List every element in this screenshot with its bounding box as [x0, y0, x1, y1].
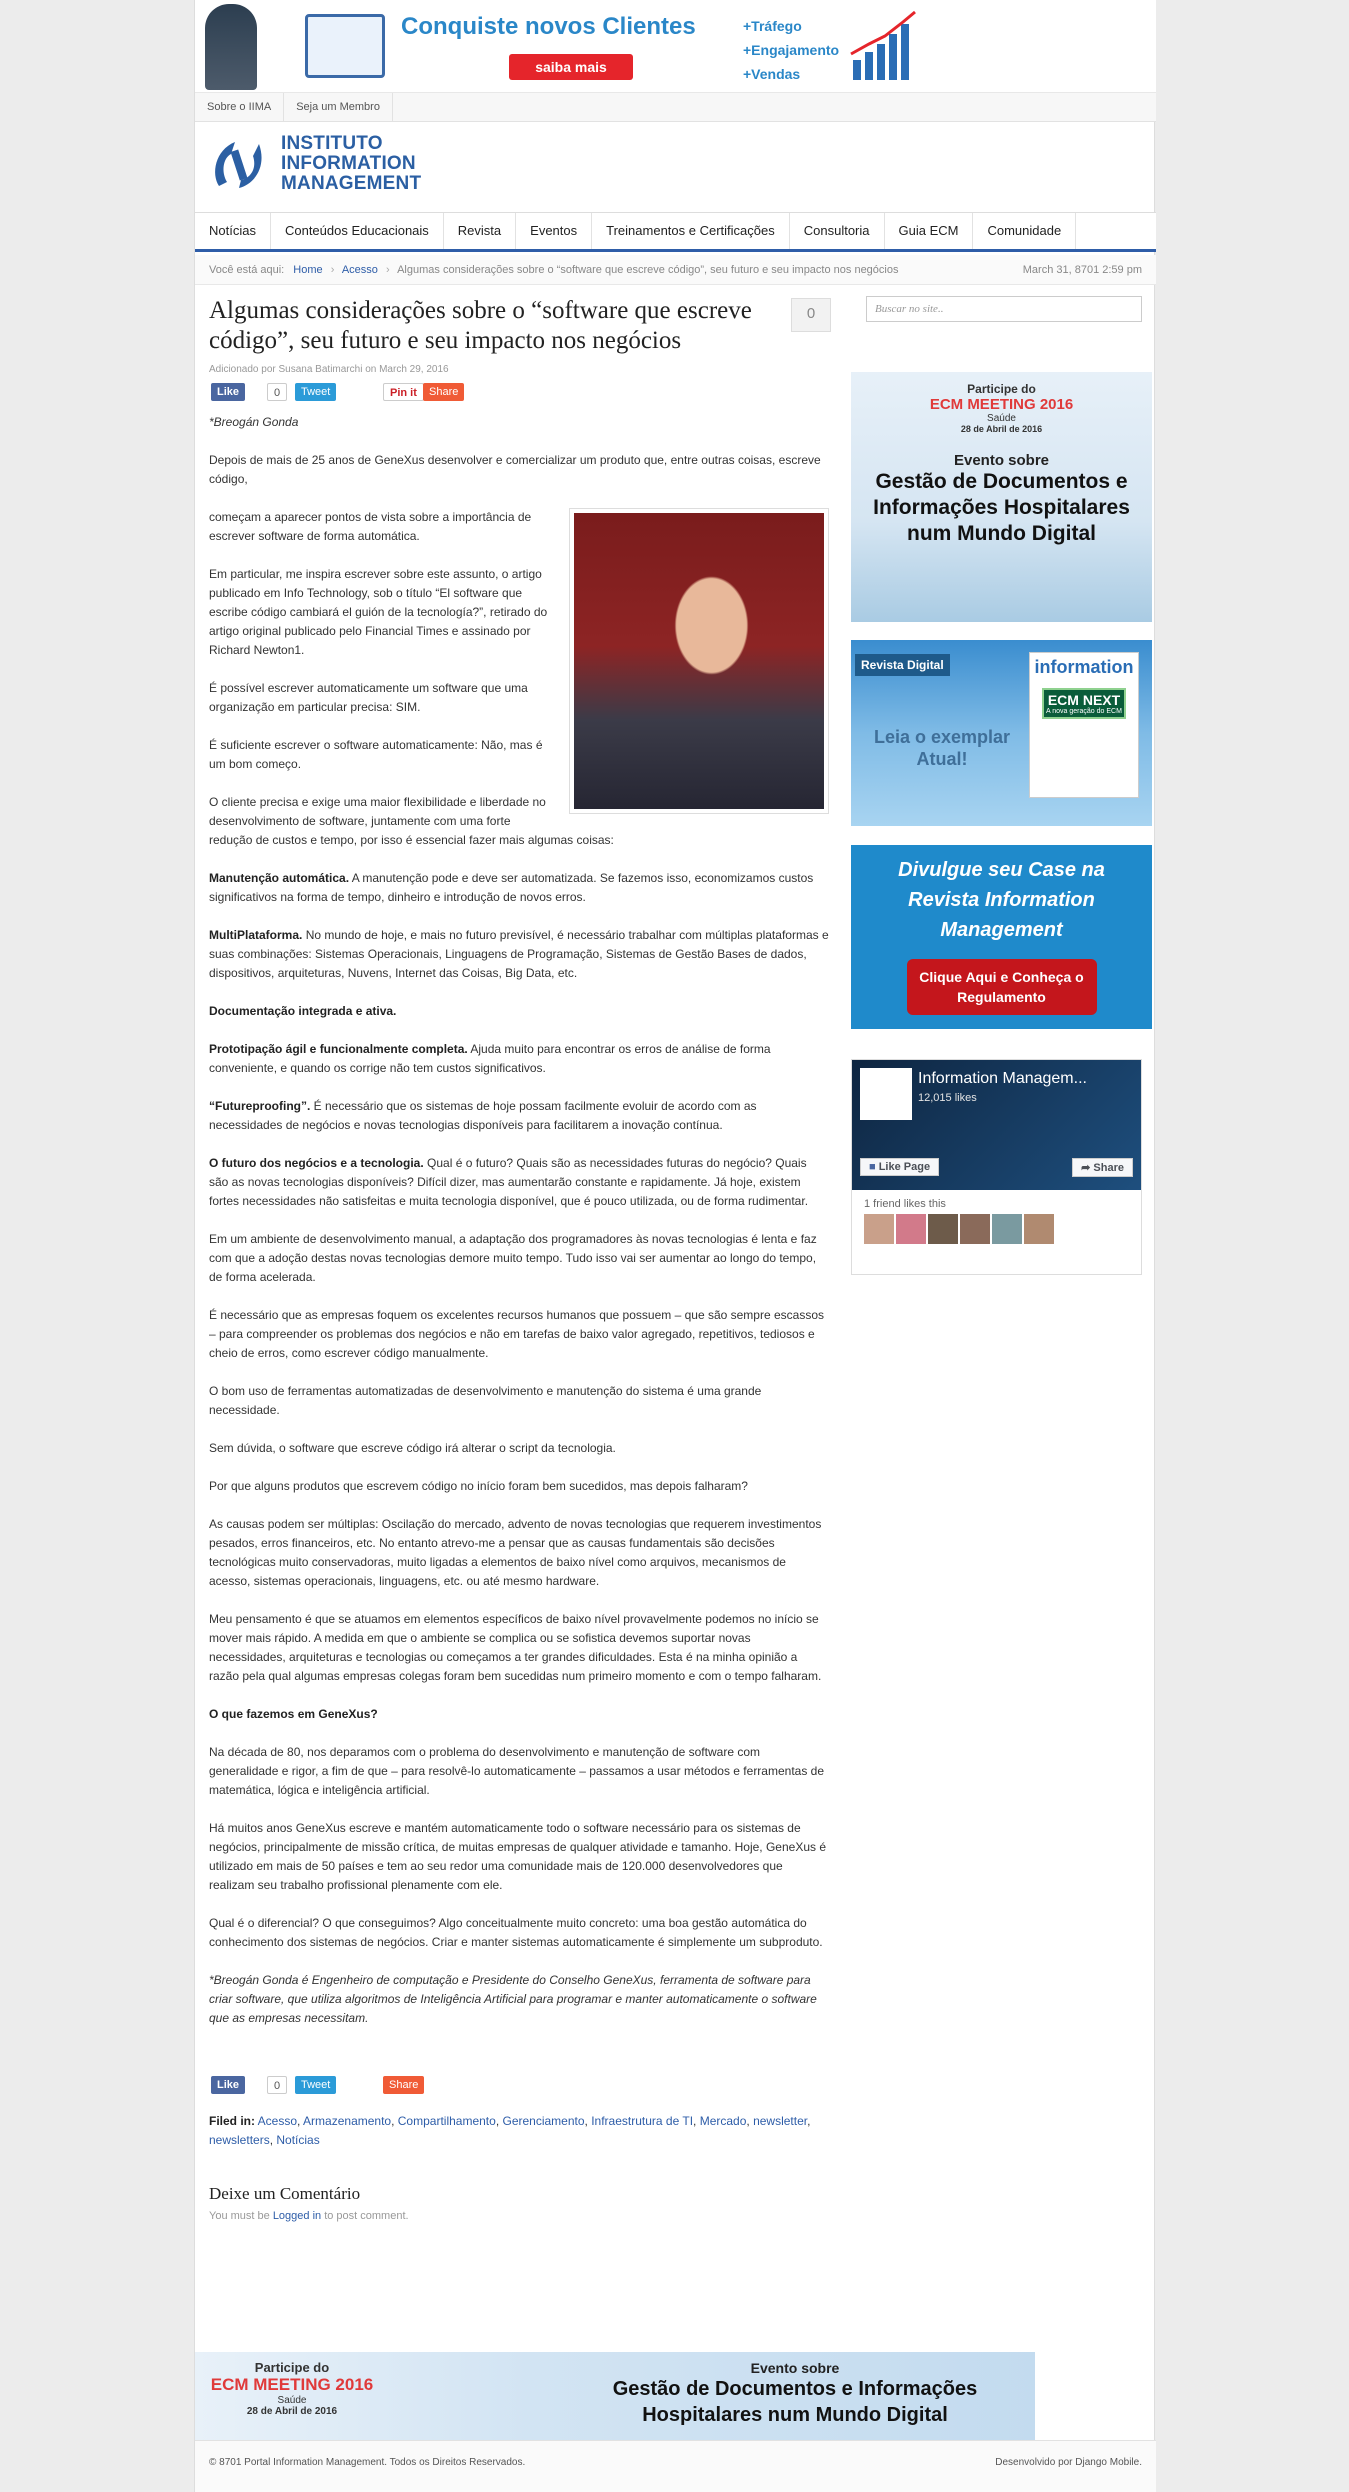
footer — [195, 2440, 1156, 2492]
footer-ad-right — [585, 2360, 1005, 2428]
paragraph-text: É necessário que os sistemas de hoje possam facilmente evoluir de acordo com as necessidades de negócios e novas tecnologias disponíveis para facilitarem a inovação contínua. — [209, 1099, 757, 1132]
breadcrumb-section[interactable]: Acesso — [341, 264, 378, 276]
ad-text: Evento sobre — [750, 2360, 840, 2376]
author-bio: *Breogán Gonda é Engenheiro de computação e Presidente do Conselho GeneXus, ferramenta de software para criar software, que utiliza algoritmos de Inteligência Artificial para programar e manter automaticamente o software que as empresas necessitam. — [209, 1973, 817, 2025]
businessman-image — [205, 4, 257, 90]
tag-link[interactable]: Acesso — [257, 2114, 298, 2128]
facebook-like-page-button[interactable] — [860, 1158, 939, 1176]
tag-link[interactable]: newsletters — [209, 2133, 270, 2147]
like-count: 0 — [267, 383, 287, 401]
search-input[interactable]: Buscar no site.. — [866, 296, 1142, 322]
paragraph: O bom uso de ferramentas automatizadas de desenvolvimento e manutenção do sistema é uma grande necessidade. — [209, 1384, 762, 1417]
facebook-like-page-label: Like Page — [878, 1161, 931, 1173]
divulgue-case-ad[interactable] — [851, 845, 1152, 1029]
analytics-screen-icon — [305, 14, 385, 78]
paragraph-text: Ajuda muito para encontrar os erros de análise de forma conveniente, e quando os corrige não tem custos significativos. — [209, 1042, 771, 1075]
footer-ad-left — [207, 2360, 377, 2417]
tag-link[interactable]: Mercado — [699, 2114, 747, 2128]
paragraph: Em um ambiente de desenvolvimento manual, a adaptação dos programadores às novas tecnologias é lenta e faz com que a adoção destas novas tecnologias demore muito tempo. Tudo isso vai ser aumentar ao longo do tempo, de forma acelerada. — [209, 1232, 817, 1284]
logo-text[interactable] — [281, 134, 421, 194]
ad-headline: Divulgue seu Case na Revista Information Management — [898, 859, 1105, 941]
paragraph — [209, 1097, 829, 1135]
friend-avatars — [852, 1214, 1141, 1247]
friend-avatar[interactable] — [896, 1214, 926, 1244]
paragraph-text: A manutenção pode e deve ser automatizada. Se fazemos isso, economizamos custos significativos na forma de tempo, dinheiro e introdução de novos erros. — [209, 871, 814, 904]
paragraph: É possível escrever automaticamente um software que uma organização em particular precisa: SIM. — [209, 681, 528, 714]
nav-treinamentos[interactable]: Treinamentos e Certificações — [592, 213, 790, 249]
magazine-feature-big: ECM NEXT — [1047, 692, 1121, 708]
section-heading-text: O que fazemos em GeneXus? — [209, 1707, 378, 1721]
paragraph: Na década de 80, nos deparamos com o problema do desenvolvimento e manutenção de software com generalidade e rigor, a fim de que – para resolvê-lo automaticamente – passamos a usar métodos e ferramentas de matemática, lógica e inteligência artificial. — [209, 1745, 825, 1797]
paragraph-lead: “Futureproofing”. — [209, 1099, 311, 1113]
paragraph — [209, 1002, 829, 1021]
comment-title: Deixe um Comentário — [209, 2184, 361, 2203]
ad-text: Saúde — [987, 413, 1016, 424]
share-button[interactable]: Share — [423, 383, 464, 401]
current-date: March 31, 8701 2:59 pm — [1022, 264, 1142, 276]
paragraph: Meu pensamento é que se atuamos em elementos específicos de baixo nível provavelmente podemos no início se mover mais rápido. A medida em que o ambiente se complica ou se sofistica devemos suportar novas necessidades, arquiteturas e tecnologias ou começamos a ter grandes dificuldades. Esta é na minha opinião a razão pela qual algumas empresas colegas foram bem sucedidas num primeiro momento e com o tempo falharam. — [209, 1612, 822, 1683]
ad-text: Evento sobre — [953, 452, 1050, 469]
byline: *Breogán Gonda — [209, 415, 299, 429]
nav-noticias[interactable]: Notícias — [195, 213, 271, 249]
paragraph-lead: MultiPlataforma. — [209, 928, 303, 942]
article — [209, 296, 829, 2222]
section-heading — [209, 1705, 829, 1724]
tags: Filed in: Acesso, Armazenamento, Compartilhamento, Gerenciamento, Infraestrutura de TI, Mercado, newsletter, newsletters, Notícias — [209, 2114, 811, 2147]
site-header — [195, 122, 1156, 212]
nav-revista[interactable]: Revista — [444, 213, 516, 249]
paragraph: Há muitos anos GeneXus escreve e mantém automaticamente todo o software necessário para os sistemas de negócios, principalmente de missão crítica, de muitas empresas de qualquer atividade e tamanho. Hoje, GeneXus é utilizado em mais de 50 países e tem ao seu redor uma comunidade mais de 120.000 desenvolvedores que realizam seu trabalho profissional plenamente com ele. — [209, 1821, 827, 1892]
ad-text: Leia o exemplar Atual! — [873, 727, 1011, 769]
top-links-bar — [195, 92, 1156, 122]
ad-brand: ECM MEETING 2016 — [210, 2375, 374, 2394]
logo-line: INSTITUTO — [281, 133, 383, 154]
login-suffix: to post comment. — [321, 2210, 409, 2222]
nav-guia-ecm[interactable]: Guia ECM — [885, 213, 974, 249]
facebook-widget — [851, 1059, 1142, 1275]
paragraph-lead: Manutenção automática. — [209, 871, 350, 885]
article-meta: Adicionado por Susana Batimarchi on March 29, 2016 — [209, 364, 449, 375]
tag-link[interactable]: Compartilhamento — [397, 2114, 496, 2128]
magazine-feature-small: A nova geração do ECM — [1046, 708, 1122, 715]
nav-conteudos[interactable]: Conteúdos Educacionais — [271, 213, 444, 249]
nav-comunidade[interactable]: Comunidade — [973, 213, 1076, 249]
ad-text: Participe do — [254, 2360, 330, 2375]
friend-avatar[interactable] — [928, 1214, 958, 1244]
paragraph — [209, 869, 829, 907]
tag-link[interactable]: Notícias — [276, 2133, 320, 2147]
paragraph: É suficiente escrever o software automaticamente: Não, mas é um bom começo. — [209, 738, 543, 771]
tag-link[interactable]: Armazenamento — [303, 2114, 392, 2128]
ad-text: Participe do — [967, 382, 1036, 396]
facebook-like-button[interactable]: Like — [211, 383, 245, 401]
paragraph: Qual é o diferencial? O que conseguimos? Algo conceitualmente muito concreto: uma boa gestão automática do conhecimento dos sistemas de negócios. Criar e manter sistemas automaticamente é simplemente um subproduto. — [209, 1916, 823, 1949]
ad-text: Saúde — [277, 2395, 307, 2406]
login-notice — [209, 2210, 829, 2222]
breadcrumb-prefix: Você está aqui: — [209, 264, 285, 276]
breadcrumb-current: Algumas considerações sobre o “software que escreve código”, seu futuro e seu impacto nos negócios — [397, 264, 899, 276]
tag-link[interactable]: Infraestrutura de TI — [591, 2114, 694, 2128]
tweet-button[interactable]: Tweet — [295, 2076, 336, 2094]
nav-eventos[interactable]: Eventos — [516, 213, 592, 249]
saiba-mais-button[interactable]: saiba mais — [509, 54, 633, 80]
pin-it-button[interactable]: Pin it — [383, 383, 424, 401]
nav-consultoria[interactable]: Consultoria — [790, 213, 885, 249]
paragraph: começam a aparecer pontos de vista sobre a importância de escrever software de forma automática. — [209, 510, 532, 543]
ad-date: 28 de Abril de 2016 — [960, 424, 1043, 434]
share-arrow-icon: ➦ — [1081, 1162, 1094, 1174]
facebook-page-name[interactable]: Information Managem... — [918, 1070, 1087, 1087]
logo-line: MANAGEMENT — [281, 173, 422, 194]
ad-date: 28 de Abril de 2016 — [246, 2406, 338, 2417]
friend-avatar[interactable] — [960, 1214, 990, 1244]
article-body — [209, 413, 829, 2028]
friend-avatar[interactable] — [864, 1214, 894, 1244]
regulamento-button[interactable]: Clique Aqui e Conheça o Regulamento — [907, 959, 1097, 1015]
breadcrumb — [195, 255, 1156, 285]
like-count: 0 — [267, 2076, 287, 2094]
share-bar-top — [209, 383, 829, 405]
logo-icon[interactable] — [209, 136, 269, 192]
tweet-button[interactable]: Tweet — [295, 383, 336, 401]
main-nav — [195, 212, 1156, 252]
page — [194, 0, 1155, 2492]
magazine-cover — [1029, 652, 1139, 798]
friend-avatar[interactable] — [1024, 1214, 1054, 1244]
login-prefix: You must be — [209, 2210, 273, 2222]
facebook-like-count: 12,015 likes — [918, 1092, 977, 1104]
friend-avatar[interactable] — [992, 1214, 1022, 1244]
banner-title: Conquiste novos Clientes — [401, 13, 696, 40]
paragraph: O cliente precisa e exige uma maior flexibilidade e liberdade no desenvolvimento de software, juntamente com uma forte redução de custos e tempo, por isso é essencial fazer mais algumas coisas: — [209, 795, 614, 847]
facebook-cover — [852, 1060, 1141, 1190]
paragraph-lead: Prototipação ágil e funcionalmente completa. — [209, 1042, 468, 1056]
article-title: Algumas considerações sobre o “software que escreve código”, seu futuro e seu impacto nos negócios — [209, 297, 752, 354]
facebook-share-label: Share — [1093, 1162, 1124, 1174]
comment-section — [209, 2184, 829, 2222]
logo-line: INFORMATION — [281, 153, 416, 174]
tags-label: Filed in: — [209, 2114, 255, 2128]
magazine-feature — [1042, 688, 1126, 719]
paragraph — [209, 1154, 829, 1211]
login-link[interactable]: Logged in — [272, 2210, 322, 2222]
facebook-friends-text: 1 friend likes this — [864, 1198, 946, 1210]
ad-headline: Gestão de Documentos e Informações Hospitalares num Mundo Digital — [612, 2378, 978, 2426]
banner-bullet: +Engajamento — [743, 42, 840, 58]
paragraph: Depois de mais de 25 anos de GeneXus desenvolver e comercializar um produto que, entre outras coisas, escreve código, — [209, 453, 821, 486]
top-link-membro[interactable]: Seja um Membro — [284, 93, 393, 121]
paragraph-lead: Documentação integrada e ativa. — [209, 1004, 397, 1018]
share-bar-bottom — [209, 2076, 829, 2098]
top-link-sobre[interactable]: Sobre o IIMA — [195, 93, 284, 121]
banner-bullets — [743, 14, 839, 86]
chevron-right-icon: › — [385, 264, 390, 276]
ad-brand: ECM MEETING 2016 — [929, 396, 1074, 413]
share-button[interactable]: Share — [383, 2076, 424, 2094]
paragraph — [209, 926, 829, 983]
banner-bullet: +Vendas — [743, 66, 801, 82]
top-ad-banner[interactable] — [195, 0, 1156, 92]
ad-tag: Revista Digital — [855, 654, 950, 676]
facebook-like-button[interactable]: Like — [211, 2076, 245, 2094]
paragraph: As causas podem ser múltiplas: Oscilação do mercado, advento de novas tecnologias que requerem investimentos pesados, erros financeiros, etc. No entanto atrevo-me a pensar que as causas fundamentais são decisões tecnológicas muito conservadoras, muito ligadas a elementos de baixo nível como arquivos, mecanismos de acesso, sistemas operacionais, linguagens, etc. ou até mesmo hardware. — [209, 1517, 822, 1588]
facebook-icon: ■ — [869, 1161, 879, 1173]
paragraph-text: No mundo de hoje, e mais no futuro previsível, é necessário trabalhar com múltiplas plataformas e suas combinações: Sistemas Operacionais, Linguagens de Programação, Sistemas de Gestão Bases de dados, dispositivos, arquiteturas, Nuvens, Internet das Coisas, Big Data, etc. — [209, 928, 829, 980]
paragraph — [209, 1040, 829, 1078]
paragraph-text: Qual é o futuro? Quais são as necessidades futuras do negócio? Quais são as novas tecnologias disponíveis? Difícil dizer, mas aumentarão constante e rapidamente. Já hoje, existem fortes necessidades não satisfeitas e muita tecnologia disponível, que é pouco utilizada, ou de forma rudimentar. — [209, 1156, 809, 1208]
facebook-share-button[interactable] — [1072, 1158, 1133, 1177]
revista-digital-ad[interactable] — [851, 640, 1152, 826]
developer-credit: Desenvolvido por Django Mobile. — [995, 2457, 1142, 2468]
chevron-right-icon: › — [330, 264, 335, 276]
breadcrumb-home[interactable]: Home — [293, 264, 323, 276]
paragraph: Em particular, me inspira escrever sobre este assunto, o artigo publicado em Info Technology, sob o título “El software que escribe código cambiará el guión de la tecnología?”, retirado do artigo original publicado pelo Financial Times e assinado por Richard Newton1. — [209, 567, 548, 657]
tag-link[interactable]: Gerenciamento — [502, 2114, 585, 2128]
copyright: © 8701 Portal Information Management. Todos os Direitos Reservados. — [209, 2457, 526, 2468]
author-photo — [569, 508, 829, 814]
facebook-page-avatar[interactable] — [860, 1068, 912, 1120]
paragraph: Sem dúvida, o software que escreve código irá alterar o script da tecnologia. — [209, 1441, 616, 1455]
tag-link[interactable]: newsletter — [753, 2114, 808, 2128]
footer-ad-banner[interactable] — [195, 2352, 1035, 2440]
ad-headline: Gestão de Documentos e Informações Hospitalares num Mundo Digital — [873, 470, 1130, 545]
growth-chart-icon — [849, 8, 921, 84]
banner-bullet: +Tráfego — [743, 18, 802, 34]
ecm-meeting-ad[interactable] — [851, 372, 1152, 622]
paragraph-lead: O futuro dos negócios e a tecnologia. — [209, 1156, 424, 1170]
paragraph: Por que alguns produtos que escrevem código no início foram bem sucedidos, mas depois falharam? — [209, 1479, 748, 1493]
magazine-title: information — [1034, 657, 1134, 677]
comment-count-bubble[interactable]: 0 — [791, 298, 831, 332]
paragraph: É necessário que as empresas foquem os excelentes recursos humanos que possuem – que são sempre escassos – para compreender os problemas dos negócios e não em tarefas de baixo valor agregado, repetitivos, tediosos e cheio de erros, como escrever código manualmente. — [209, 1308, 824, 1360]
